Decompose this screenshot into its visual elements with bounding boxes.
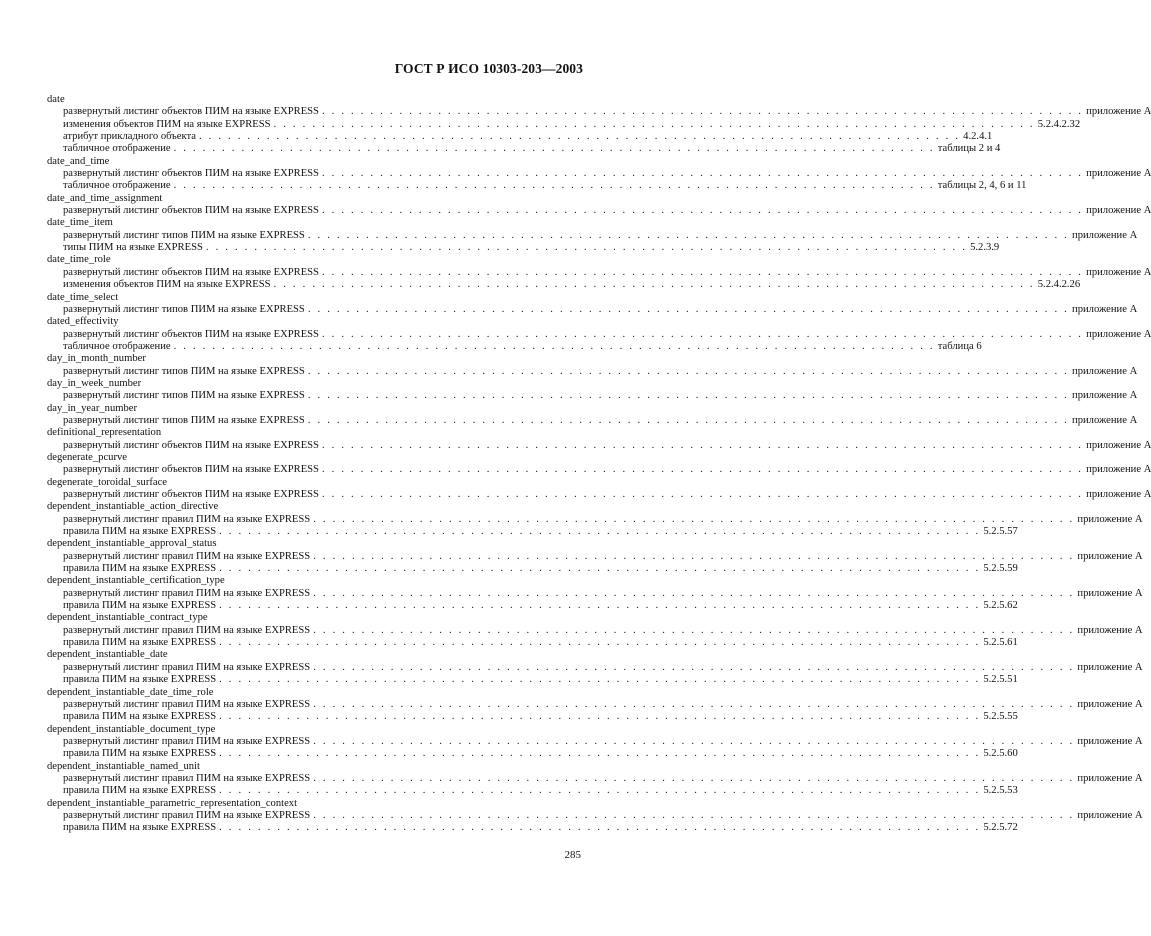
index-term: date_time_item [47, 217, 113, 229]
index-subentry [47, 279, 1081, 291]
subentry-label: правила ПИМ на языке EXPRESS [63, 674, 217, 686]
dot-leader: . . . . . . . . . . . . . . . . . . . . . . . . . . . . . . . . . . . . . . . . . . . . . . . . . . . . . . . . . . . . . . . . . . . . . . . . . . . . . . . [313, 587, 1075, 599]
index-subentry [47, 131, 993, 143]
index-term: degenerate_pcurve [47, 451, 127, 463]
subentry-label: развернутый листинг правил ПИМ на языке EXPRESS [63, 809, 311, 821]
subentry-label: правила ПИМ на языке EXPRESS [63, 785, 217, 797]
dot-leader: . . . . . . . . . . . . . . . . . . . . . . . . . . . . . . . . . . . . . . . . . . . . . . . . . . . . . . . . . . . . . . . . . . . . . . . . . . . . . . . [313, 550, 1075, 562]
index-subentry [47, 550, 1143, 563]
subentry-label: правила ПИМ на языке EXPRESS [63, 822, 217, 834]
dot-leader: . . . . . . . . . . . . . . . . . . . . . . . . . . . . . . . . . . . . . . . . . . . . . . . . . . . . . . . . . . . . . . . . . . . . . . . . . . . . . . . [313, 772, 1075, 784]
dot-leader: . . . . . . . . . . . . . . . . . . . . . . . . . . . . . . . . . . . . . . . . . . . . . . . . . . . . . . . . . . . . . . . . . . . . . . . . . . . . . . . [219, 711, 981, 723]
subentry-reference: приложение А [1086, 106, 1151, 118]
dot-leader: . . . . . . . . . . . . . . . . . . . . . . . . . . . . . . . . . . . . . . . . . . . . . . . . . . . . . . . . . . . . . . . . . . . . . . . . . . . . . . . [307, 229, 1070, 241]
dot-leader: . . . . . . . . . . . . . . . . . . . . . . . . . . . . . . . . . . . . . . . . . . . . . . . . . . . . . . . . . . . . . . . . . . . . . . . . . . . . . . . [307, 390, 1070, 402]
index-subentry [47, 242, 1000, 254]
index-subentry [47, 340, 982, 353]
index-term: dependent_instantiable_approval_status [47, 538, 217, 550]
subentry-label: атрибут прикладного объекта [63, 131, 196, 143]
subentry-reference: приложение А [1077, 661, 1143, 673]
subentry-reference: 5.2.5.51 [983, 674, 1018, 686]
index-term: dependent_instantiable_named_unit [47, 760, 200, 772]
subentry-label: развернутый листинг объектов ПИМ на языке EXPRESS [63, 266, 319, 278]
subentry-label: развернутый листинг типов ПИМ на языке EXPRESS [63, 229, 305, 241]
subentry-label: табличное отображение [63, 340, 171, 352]
index-subentry [47, 513, 1143, 526]
index-subentry [47, 698, 1143, 711]
index-term: dependent_instantiable_document_type [47, 723, 216, 735]
dot-leader: . . . . . . . . . . . . . . . . . . . . . . . . . . . . . . . . . . . . . . . . . . . . . . . . . . . . . . . . . . . . . . . . . . . . . . . . . . . . . . . [313, 624, 1075, 636]
dot-leader: . . . . . . . . . . . . . . . . . . . . . . . . . . . . . . . . . . . . . . . . . . . . . . . . . . . . . . . . . . . . . . . . . . . . . . . . . . . . . . . [219, 563, 981, 575]
dot-leader: . . . . . . . . . . . . . . . . . . . . . . . . . . . . . . . . . . . . . . . . . . . . . . . . . . . . . . . . . . . . . . . . . . . . . . . . . . . . . . . [273, 279, 1035, 291]
subentry-reference: 5.2.3.9 [970, 242, 1000, 254]
subentry-label: развернутый листинг правил ПИМ на языке EXPRESS [63, 735, 311, 747]
index-subentry [47, 600, 1018, 612]
dot-leader: . . . . . . . . . . . . . . . . . . . . . . . . . . . . . . . . . . . . . . . . . . . . . . . . . . . . . . . . . . . . . . . . . . . . . . . . . . . . . . . [219, 526, 981, 538]
index-subentry [47, 118, 1081, 131]
index-subentry [47, 106, 1151, 118]
index-subentry [47, 809, 1143, 822]
index-subentry [47, 526, 1018, 538]
subject-index [47, 94, 1151, 835]
index-term: dependent_instantiable_date [47, 649, 168, 661]
subentry-label: правила ПИМ на языке EXPRESS [63, 637, 217, 649]
subentry-label: развернутый листинг правил ПИМ на языке EXPRESS [63, 550, 311, 562]
subentry-reference: 5.2.5.55 [983, 711, 1018, 723]
index-subentry [47, 587, 1143, 600]
dot-leader: . . . . . . . . . . . . . . . . . . . . . . . . . . . . . . . . . . . . . . . . . . . . . . . . . . . . . . . . . . . . . . . . . . . . . . . . . . . . . . . [307, 414, 1070, 426]
dot-leader: . . . . . . . . . . . . . . . . . . . . . . . . . . . . . . . . . . . . . . . . . . . . . . . . . . . . . . . . . . . . . . . . . . . . . . . . . . . . . . . [313, 735, 1075, 747]
subentry-reference: приложение А [1077, 624, 1143, 636]
dot-leader: . . . . . . . . . . . . . . . . . . . . . . . . . . . . . . . . . . . . . . . . . . . . . . . . . . . . . . . . . . . . . . . . . . . . . . . . . . . . . . . [313, 698, 1075, 710]
index-term: dependent_instantiable_action_directive [47, 501, 219, 513]
subentry-reference: 5.2.5.57 [983, 526, 1018, 538]
subentry-reference: приложение А [1077, 550, 1143, 562]
index-subentry [47, 563, 1018, 575]
index-subentry [47, 328, 1151, 341]
dot-leader: . . . . . . . . . . . . . . . . . . . . . . . . . . . . . . . . . . . . . . . . . . . . . . . . . . . . . . . . . . . . . . . . . . . . . . . . . . . . . . . [173, 180, 935, 192]
index-term: day_in_month_number [47, 353, 146, 365]
dot-leader: . . . . . . . . . . . . . . . . . . . . . . . . . . . . . . . . . . . . . . . . . . . . . . . . . . . . . . . . . . . . . . . . . . . . . . . . . . . . . . . [321, 439, 1084, 451]
index-term: degenerate_toroidal_surface [47, 476, 167, 488]
index-subentry [47, 229, 1138, 242]
index-subentry [47, 464, 1151, 476]
index-term: dependent_instantiable_parametric_representation_context [47, 797, 298, 809]
subentry-reference: приложение А [1072, 303, 1138, 315]
subentry-reference: приложение А [1077, 513, 1143, 525]
subentry-reference: приложение А [1086, 464, 1151, 476]
subentry-reference: 5.2.5.60 [983, 748, 1018, 760]
dot-leader: . . . . . . . . . . . . . . . . . . . . . . . . . . . . . . . . . . . . . . . . . . . . . . . . . . . . . . . . . . . . . . . . . . . . . . . . . . . . . . . [313, 661, 1075, 673]
subentry-reference: таблица 6 [937, 340, 982, 352]
subentry-reference: приложение А [1072, 229, 1138, 241]
subentry-label: развернутый листинг объектов ПИМ на языке EXPRESS [63, 439, 319, 451]
dot-leader: . . . . . . . . . . . . . . . . . . . . . . . . . . . . . . . . . . . . . . . . . . . . . . . . . . . . . . . . . . . . . . . . . . . . . . . . . . . . . . . [219, 748, 981, 760]
index-term: definitional_representation [47, 427, 162, 439]
subentry-label: развернутый листинг объектов ПИМ на языке EXPRESS [63, 464, 319, 476]
page-number: 285 [564, 849, 581, 861]
subentry-reference: приложение А [1077, 587, 1143, 599]
subentry-label: правила ПИМ на языке EXPRESS [63, 600, 217, 612]
subentry-label: правила ПИМ на языке EXPRESS [63, 711, 217, 723]
subentry-label: развернутый листинг правил ПИМ на языке EXPRESS [63, 661, 311, 673]
subentry-label: развернутый листинг правил ПИМ на языке EXPRESS [63, 772, 311, 784]
dot-leader: . . . . . . . . . . . . . . . . . . . . . . . . . . . . . . . . . . . . . . . . . . . . . . . . . . . . . . . . . . . . . . . . . . . . . . . . . . . . . . . [219, 785, 981, 797]
index-subentry [47, 414, 1138, 427]
subentry-label: развернутый листинг типов ПИМ на языке EXPRESS [63, 365, 305, 377]
subentry-label: развернутый листинг типов ПИМ на языке EXPRESS [63, 303, 305, 315]
index-term: day_in_year_number [47, 402, 138, 414]
dot-leader: . . . . . . . . . . . . . . . . . . . . . . . . . . . . . . . . . . . . . . . . . . . . . . . . . . . . . . . . . . . . . . . . . . . . . . . . . . . . . . . [219, 600, 981, 612]
subentry-label: развернутый листинг правил ПИМ на языке EXPRESS [63, 587, 311, 599]
index-term: date [47, 94, 65, 105]
index-subentry [47, 143, 1001, 155]
dot-leader: . . . . . . . . . . . . . . . . . . . . . . . . . . . . . . . . . . . . . . . . . . . . . . . . . . . . . . . . . . . . . . . . . . . . . . . . . . . . . . . [173, 340, 935, 352]
subentry-label: правила ПИМ на языке EXPRESS [63, 748, 217, 760]
subentry-reference: приложение А [1077, 809, 1143, 821]
index-subentry [47, 735, 1143, 748]
subentry-label: развернутый листинг объектов ПИМ на языке EXPRESS [63, 489, 319, 500]
subentry-label: типы ПИМ на языке EXPRESS [63, 242, 203, 254]
subentry-reference: приложение А [1072, 414, 1138, 426]
dot-leader: . . . . . . . . . . . . . . . . . . . . . . . . . . . . . . . . . . . . . . . . . . . . . . . . . . . . . . . . . . . . . . . . . . . . . . . . . . . . . . . [321, 205, 1084, 217]
index-subentry [47, 489, 1151, 501]
dot-leader: . . . . . . . . . . . . . . . . . . . . . . . . . . . . . . . . . . . . . . . . . . . . . . . . . . . . . . . . . . . . . . . . . . . . . . . . . . . . . . . [173, 143, 935, 155]
subentry-reference: приложение А [1086, 489, 1151, 500]
subentry-reference: приложение А [1086, 328, 1151, 340]
subentry-reference: приложение А [1077, 772, 1143, 784]
dot-leader: . . . . . . . . . . . . . . . . . . . . . . . . . . . . . . . . . . . . . . . . . . . . . . . . . . . . . . . . . . . . . . . . . . . . . . . . . . . . . . . [313, 513, 1075, 525]
index-subentry [47, 266, 1151, 279]
index-term: dependent_instantiable_date_time_role [47, 686, 214, 698]
dot-leader: . . . . . . . . . . . . . . . . . . . . . . . . . . . . . . . . . . . . . . . . . . . . . . . . . . . . . . . . . . . . . . . . . . . . . . . . . . . . . . . [205, 242, 968, 254]
subentry-reference: приложение А [1086, 168, 1151, 180]
dot-leader: . . . . . . . . . . . . . . . . . . . . . . . . . . . . . . . . . . . . . . . . . . . . . . . . . . . . . . . . . . . . . . . . . . . . . . . . . . . . . . . [321, 168, 1084, 180]
index-term: dependent_instantiable_contract_type [47, 612, 208, 624]
index-term: date_and_time_assignment [47, 192, 163, 204]
dot-leader: . . . . . . . . . . . . . . . . . . . . . . . . . . . . . . . . . . . . . . . . . . . . . . . . . . . . . . . . . . . . . . . . . . . . . . . . . . . . . . . [321, 106, 1084, 118]
dot-leader: . . . . . . . . . . . . . . . . . . . . . . . . . . . . . . . . . . . . . . . . . . . . . . . . . . . . . . . . . . . . . . . . . . . . . . . . . . . . . . . [219, 637, 981, 649]
subentry-reference: 5.2.5.61 [983, 637, 1018, 649]
page-header-title: ГОСТ Р ИСО 10303-203—2003 [394, 61, 583, 76]
index-term: date_and_time [47, 155, 110, 167]
subentry-reference: приложение А [1077, 735, 1143, 747]
index-subentry [47, 748, 1018, 760]
subentry-label: развернутый листинг объектов ПИМ на языке EXPRESS [63, 106, 319, 118]
subentry-label: изменения объектов ПИМ на языке EXPRESS [63, 279, 271, 291]
subentry-reference: 5.2.5.59 [983, 563, 1018, 575]
dot-leader: . . . . . . . . . . . . . . . . . . . . . . . . . . . . . . . . . . . . . . . . . . . . . . . . . . . . . . . . . . . . . . . . . . . . . . . . . . . . . . . [198, 131, 961, 143]
dot-leader: . . . . . . . . . . . . . . . . . . . . . . . . . . . . . . . . . . . . . . . . . . . . . . . . . . . . . . . . . . . . . . . . . . . . . . . . . . . . . . . [307, 365, 1070, 377]
index-subentry [47, 390, 1138, 402]
index-subentry [47, 205, 1151, 217]
index-subentry [47, 439, 1151, 452]
subentry-reference: таблицы 2 и 4 [937, 143, 1001, 155]
index-term: dependent_instantiable_certification_type [47, 575, 225, 587]
subentry-label: изменения объектов ПИМ на языке EXPRESS [63, 118, 271, 130]
subentry-reference: таблицы 2, 4, 6 и 11 [937, 180, 1027, 192]
index-subentry [47, 772, 1143, 785]
dot-leader: . . . . . . . . . . . . . . . . . . . . . . . . . . . . . . . . . . . . . . . . . . . . . . . . . . . . . . . . . . . . . . . . . . . . . . . . . . . . . . . [219, 674, 981, 686]
subentry-reference: 5.2.4.2.26 [1037, 279, 1081, 291]
index-subentry [47, 624, 1143, 637]
index-term: date_time_select [47, 291, 119, 303]
index-subentry [47, 303, 1138, 316]
index-subentry [47, 785, 1018, 797]
index-term: day_in_week_number [47, 377, 142, 389]
subentry-label: развернутый листинг правил ПИМ на языке EXPRESS [63, 624, 311, 636]
index-subentry [47, 637, 1018, 649]
dot-leader: . . . . . . . . . . . . . . . . . . . . . . . . . . . . . . . . . . . . . . . . . . . . . . . . . . . . . . . . . . . . . . . . . . . . . . . . . . . . . . . [321, 464, 1084, 476]
subentry-reference: приложение А [1072, 390, 1138, 402]
index-subentry [47, 661, 1143, 674]
subentry-reference: 5.2.5.72 [983, 822, 1018, 834]
subentry-reference: 5.2.5.62 [983, 600, 1018, 612]
dot-leader: . . . . . . . . . . . . . . . . . . . . . . . . . . . . . . . . . . . . . . . . . . . . . . . . . . . . . . . . . . . . . . . . . . . . . . . . . . . . . . . [313, 809, 1075, 821]
dot-leader: . . . . . . . . . . . . . . . . . . . . . . . . . . . . . . . . . . . . . . . . . . . . . . . . . . . . . . . . . . . . . . . . . . . . . . . . . . . . . . . [273, 118, 1035, 130]
subentry-label: развернутый листинг правил ПИМ на языке EXPRESS [63, 513, 311, 525]
subentry-label: правила ПИМ на языке EXPRESS [63, 526, 217, 538]
subentry-reference: приложение А [1086, 439, 1151, 451]
subentry-label: правила ПИМ на языке EXPRESS [63, 563, 217, 575]
dot-leader: . . . . . . . . . . . . . . . . . . . . . . . . . . . . . . . . . . . . . . . . . . . . . . . . . . . . . . . . . . . . . . . . . . . . . . . . . . . . . . . [219, 822, 981, 834]
subentry-label: развернутый листинг объектов ПИМ на языке EXPRESS [63, 328, 319, 340]
index-subentry [47, 168, 1151, 180]
index-subentry [47, 711, 1018, 723]
dot-leader: . . . . . . . . . . . . . . . . . . . . . . . . . . . . . . . . . . . . . . . . . . . . . . . . . . . . . . . . . . . . . . . . . . . . . . . . . . . . . . . [321, 328, 1084, 340]
subentry-reference: 5.2.4.2.32 [1037, 118, 1081, 130]
subentry-label: табличное отображение [63, 180, 171, 192]
index-subentry [47, 365, 1138, 378]
subentry-reference: приложение А [1072, 365, 1138, 377]
subentry-label: развернутый листинг объектов ПИМ на языке EXPRESS [63, 205, 319, 217]
subentry-label: табличное отображение [63, 143, 171, 155]
dot-leader: . . . . . . . . . . . . . . . . . . . . . . . . . . . . . . . . . . . . . . . . . . . . . . . . . . . . . . . . . . . . . . . . . . . . . . . . . . . . . . . [307, 303, 1070, 315]
subentry-label: развернутый листинг правил ПИМ на языке EXPRESS [63, 698, 311, 710]
dot-leader: . . . . . . . . . . . . . . . . . . . . . . . . . . . . . . . . . . . . . . . . . . . . . . . . . . . . . . . . . . . . . . . . . . . . . . . . . . . . . . . [321, 489, 1084, 500]
index-subentry [47, 180, 1027, 192]
subentry-reference: приложение А [1086, 266, 1151, 278]
index-term: dated_effectivity [47, 316, 119, 328]
subentry-reference: приложение А [1077, 698, 1143, 710]
index-subentry [47, 822, 1018, 834]
subentry-reference: приложение А [1086, 205, 1151, 217]
index-subentry [47, 674, 1018, 686]
index-term: date_time_role [47, 254, 111, 266]
subentry-reference: 4.2.4.1 [963, 131, 993, 143]
subentry-label: развернутый листинг типов ПИМ на языке EXPRESS [63, 390, 305, 402]
subentry-label: развернутый листинг типов ПИМ на языке EXPRESS [63, 414, 305, 426]
dot-leader: . . . . . . . . . . . . . . . . . . . . . . . . . . . . . . . . . . . . . . . . . . . . . . . . . . . . . . . . . . . . . . . . . . . . . . . . . . . . . . . [321, 266, 1084, 278]
subentry-label: развернутый листинг объектов ПИМ на языке EXPRESS [63, 168, 319, 180]
subentry-reference: 5.2.5.53 [983, 785, 1018, 797]
